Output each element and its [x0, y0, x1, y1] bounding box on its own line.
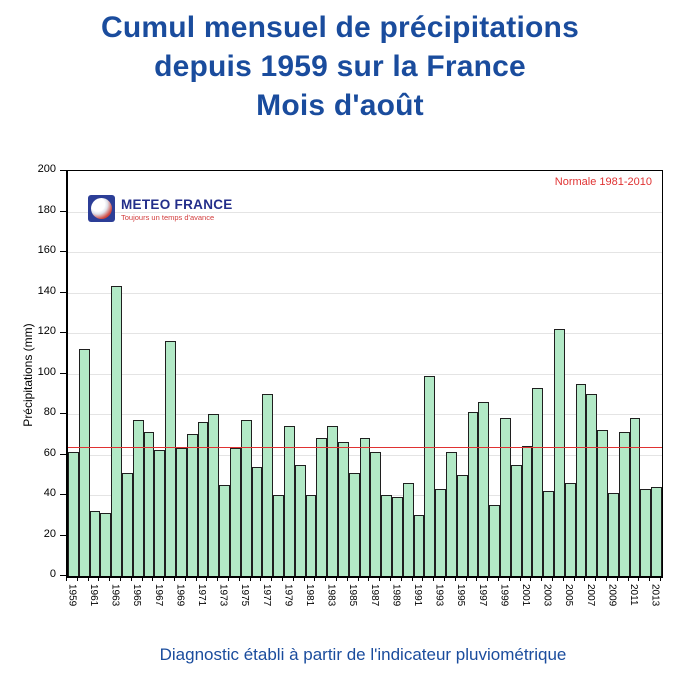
bar-1967 — [154, 450, 165, 576]
bar-1995 — [457, 475, 468, 576]
bar-1961 — [90, 511, 101, 576]
bar-2010 — [619, 432, 630, 576]
bar-1983 — [327, 426, 338, 576]
x-tick-label: 1971 — [196, 584, 207, 607]
bar-2002 — [532, 388, 543, 576]
y-tick — [60, 575, 66, 576]
y-tick — [60, 332, 66, 333]
bar-1980 — [295, 465, 306, 576]
x-tick — [466, 577, 467, 581]
x-tick — [336, 577, 337, 581]
x-tick — [77, 577, 78, 581]
x-tick — [487, 577, 488, 581]
x-tick-label: 2001 — [520, 584, 531, 607]
x-tick-label: 1991 — [412, 584, 423, 607]
bar-1971 — [198, 422, 209, 576]
bar-1997 — [478, 402, 489, 576]
y-tick — [60, 454, 66, 455]
logo-text — [121, 195, 233, 222]
x-tick-label: 1997 — [476, 584, 488, 607]
x-tick — [347, 577, 348, 581]
x-tick — [152, 577, 153, 581]
x-tick-label: 2003 — [541, 584, 553, 607]
x-tick-label: 1963 — [109, 584, 121, 607]
x-tick — [390, 577, 391, 581]
bar-1999 — [500, 418, 511, 576]
x-tick — [206, 577, 207, 581]
bar-1988 — [381, 495, 392, 576]
bar-2007 — [586, 394, 597, 576]
bar-2006 — [576, 384, 587, 576]
bar-1992 — [424, 376, 435, 576]
x-tick-label: 1993 — [433, 584, 445, 607]
x-tick — [66, 577, 67, 581]
x-tick — [325, 577, 326, 581]
bar-1977 — [262, 394, 273, 576]
bar-2009 — [608, 493, 619, 576]
y-tick-label: 20 — [43, 527, 56, 540]
x-tick — [412, 577, 413, 581]
x-tick-label: 1995 — [455, 584, 467, 607]
x-tick — [131, 577, 132, 581]
bar-1969 — [176, 448, 187, 576]
bar-1966 — [144, 432, 155, 576]
gridline — [68, 293, 662, 294]
x-tick-label: 1965 — [131, 584, 143, 607]
x-tick — [163, 577, 164, 581]
chart-title-line-1: Cumul mensuel de précipitations — [101, 11, 579, 44]
x-tick-label: 1989 — [390, 584, 402, 607]
x-tick-label: 1959 — [66, 584, 78, 607]
y-tick — [60, 413, 66, 414]
x-tick — [660, 577, 661, 581]
x-tick — [584, 577, 585, 581]
x-tick-label: 1977 — [260, 584, 272, 607]
bar-1989 — [392, 497, 403, 576]
chart-title-line-3: Mois d'août — [256, 89, 424, 122]
bar-1964 — [122, 473, 133, 576]
normale-legend-label: Normale 1981-2010 — [554, 176, 652, 188]
x-tick-label: 1975 — [239, 584, 251, 607]
x-tick-label: 2013 — [649, 584, 661, 607]
bar-1985 — [349, 473, 360, 576]
bar-1975 — [241, 420, 252, 576]
bar-1981 — [306, 495, 317, 576]
x-tick — [120, 577, 121, 581]
gridline — [68, 414, 662, 415]
y-tick-label: 0 — [49, 568, 56, 580]
y-tick — [60, 535, 66, 536]
bar-2005 — [565, 483, 576, 576]
y-tick — [60, 170, 66, 171]
x-tick — [455, 577, 456, 581]
globe-icon — [91, 198, 112, 219]
bar-1962 — [100, 513, 111, 576]
x-tick — [293, 577, 294, 581]
bar-1998 — [489, 505, 500, 576]
x-tick — [520, 577, 521, 581]
x-tick-label: 1985 — [347, 584, 359, 607]
y-tick-label: 80 — [43, 406, 56, 418]
x-tick — [617, 577, 618, 581]
x-tick — [368, 577, 369, 581]
gridline — [68, 333, 662, 334]
x-tick-label: 2009 — [606, 584, 618, 607]
x-tick — [606, 577, 607, 581]
gridline — [68, 374, 662, 375]
bar-2001 — [522, 446, 533, 576]
x-tick — [174, 577, 175, 581]
x-tick — [444, 577, 445, 581]
y-tick-label: 60 — [43, 446, 56, 459]
bar-1968 — [165, 341, 176, 576]
bar-1984 — [338, 442, 349, 576]
logo-tagline: Toujours un temps d'avance — [121, 213, 215, 222]
y-tick-label: 120 — [37, 325, 56, 337]
normale-line — [68, 447, 662, 448]
y-tick — [60, 292, 66, 293]
footer-caption: Diagnostic établi à partir de l'indicateur pluviométrique — [159, 645, 567, 664]
bar-1996 — [468, 412, 479, 576]
bar-2004 — [554, 329, 565, 576]
x-tick — [595, 577, 596, 581]
x-tick-label: 1967 — [152, 584, 164, 607]
bar-1979 — [284, 426, 295, 576]
y-tick-label: 180 — [37, 203, 56, 216]
x-tick-label: 1983 — [325, 584, 337, 607]
x-tick-label: 1961 — [88, 584, 99, 607]
bar-2012 — [640, 489, 651, 576]
x-tick — [628, 577, 629, 581]
x-tick-label: 1981 — [304, 584, 315, 607]
x-tick-label: 1987 — [368, 584, 380, 607]
y-tick — [60, 373, 66, 374]
y-tick-label: 100 — [37, 365, 56, 378]
bar-1972 — [208, 414, 219, 576]
x-tick — [358, 577, 359, 581]
bar-2003 — [543, 491, 554, 576]
bar-1986 — [360, 438, 371, 576]
y-tick — [60, 211, 66, 212]
bar-1982 — [316, 438, 327, 576]
x-tick-label: 1999 — [498, 584, 510, 607]
x-tick — [196, 577, 197, 581]
y-tick — [60, 494, 66, 495]
bar-1970 — [187, 434, 198, 576]
gridline — [68, 252, 662, 253]
bar-1973 — [219, 485, 230, 576]
x-tick — [250, 577, 251, 581]
x-tick — [88, 577, 89, 581]
bar-1991 — [414, 515, 425, 576]
x-tick — [271, 577, 272, 581]
chart-title-line-2: depuis 1959 sur la France — [154, 50, 526, 83]
x-tick — [228, 577, 229, 581]
x-tick — [185, 577, 186, 581]
bar-1994 — [446, 452, 457, 576]
bar-1974 — [230, 448, 241, 576]
x-tick — [509, 577, 510, 581]
x-tick — [217, 577, 218, 581]
bar-1987 — [370, 452, 381, 576]
bar-1959 — [68, 452, 79, 576]
x-tick — [563, 577, 564, 581]
x-tick — [476, 577, 477, 581]
bar-1965 — [133, 420, 144, 576]
x-tick — [379, 577, 380, 581]
x-tick — [401, 577, 402, 581]
x-tick — [638, 577, 639, 581]
x-tick — [649, 577, 650, 581]
x-tick — [239, 577, 240, 581]
x-tick-label: 2005 — [563, 584, 575, 607]
bar-1993 — [435, 489, 446, 576]
logo-name: METEO FRANCE — [121, 197, 233, 212]
bar-1978 — [273, 495, 284, 576]
y-tick-label: 160 — [37, 244, 56, 256]
x-tick-label: 2007 — [584, 584, 596, 607]
x-tick — [422, 577, 423, 581]
bar-1963 — [111, 286, 122, 576]
bar-1976 — [252, 467, 263, 576]
y-tick — [60, 251, 66, 252]
x-tick — [260, 577, 261, 581]
y-axis-title: Précipitations (mm) — [21, 323, 35, 427]
x-tick-label: 2011 — [628, 584, 639, 606]
plot-area — [66, 170, 663, 578]
x-tick — [574, 577, 575, 581]
x-tick — [314, 577, 315, 581]
x-tick — [142, 577, 143, 581]
x-tick-label: 1979 — [282, 584, 294, 607]
x-tick-label: 1973 — [217, 584, 229, 607]
x-tick — [552, 577, 553, 581]
y-tick-label: 200 — [37, 163, 56, 175]
x-tick — [530, 577, 531, 581]
x-tick — [282, 577, 283, 581]
x-tick — [98, 577, 99, 581]
x-tick — [109, 577, 110, 581]
x-tick — [304, 577, 305, 581]
bar-1960 — [79, 349, 90, 576]
bar-2008 — [597, 430, 608, 576]
bar-2000 — [511, 465, 522, 576]
x-tick — [498, 577, 499, 581]
x-tick-label: 1969 — [174, 584, 186, 607]
meteo-france-logo — [88, 195, 233, 222]
bar-2013 — [651, 487, 662, 576]
x-tick — [433, 577, 434, 581]
x-tick — [541, 577, 542, 581]
bar-2011 — [630, 418, 641, 576]
meteo-france-logo-icon — [88, 195, 115, 222]
y-tick-label: 40 — [43, 487, 56, 499]
y-tick-label: 140 — [37, 284, 56, 297]
bar-1990 — [403, 483, 414, 576]
